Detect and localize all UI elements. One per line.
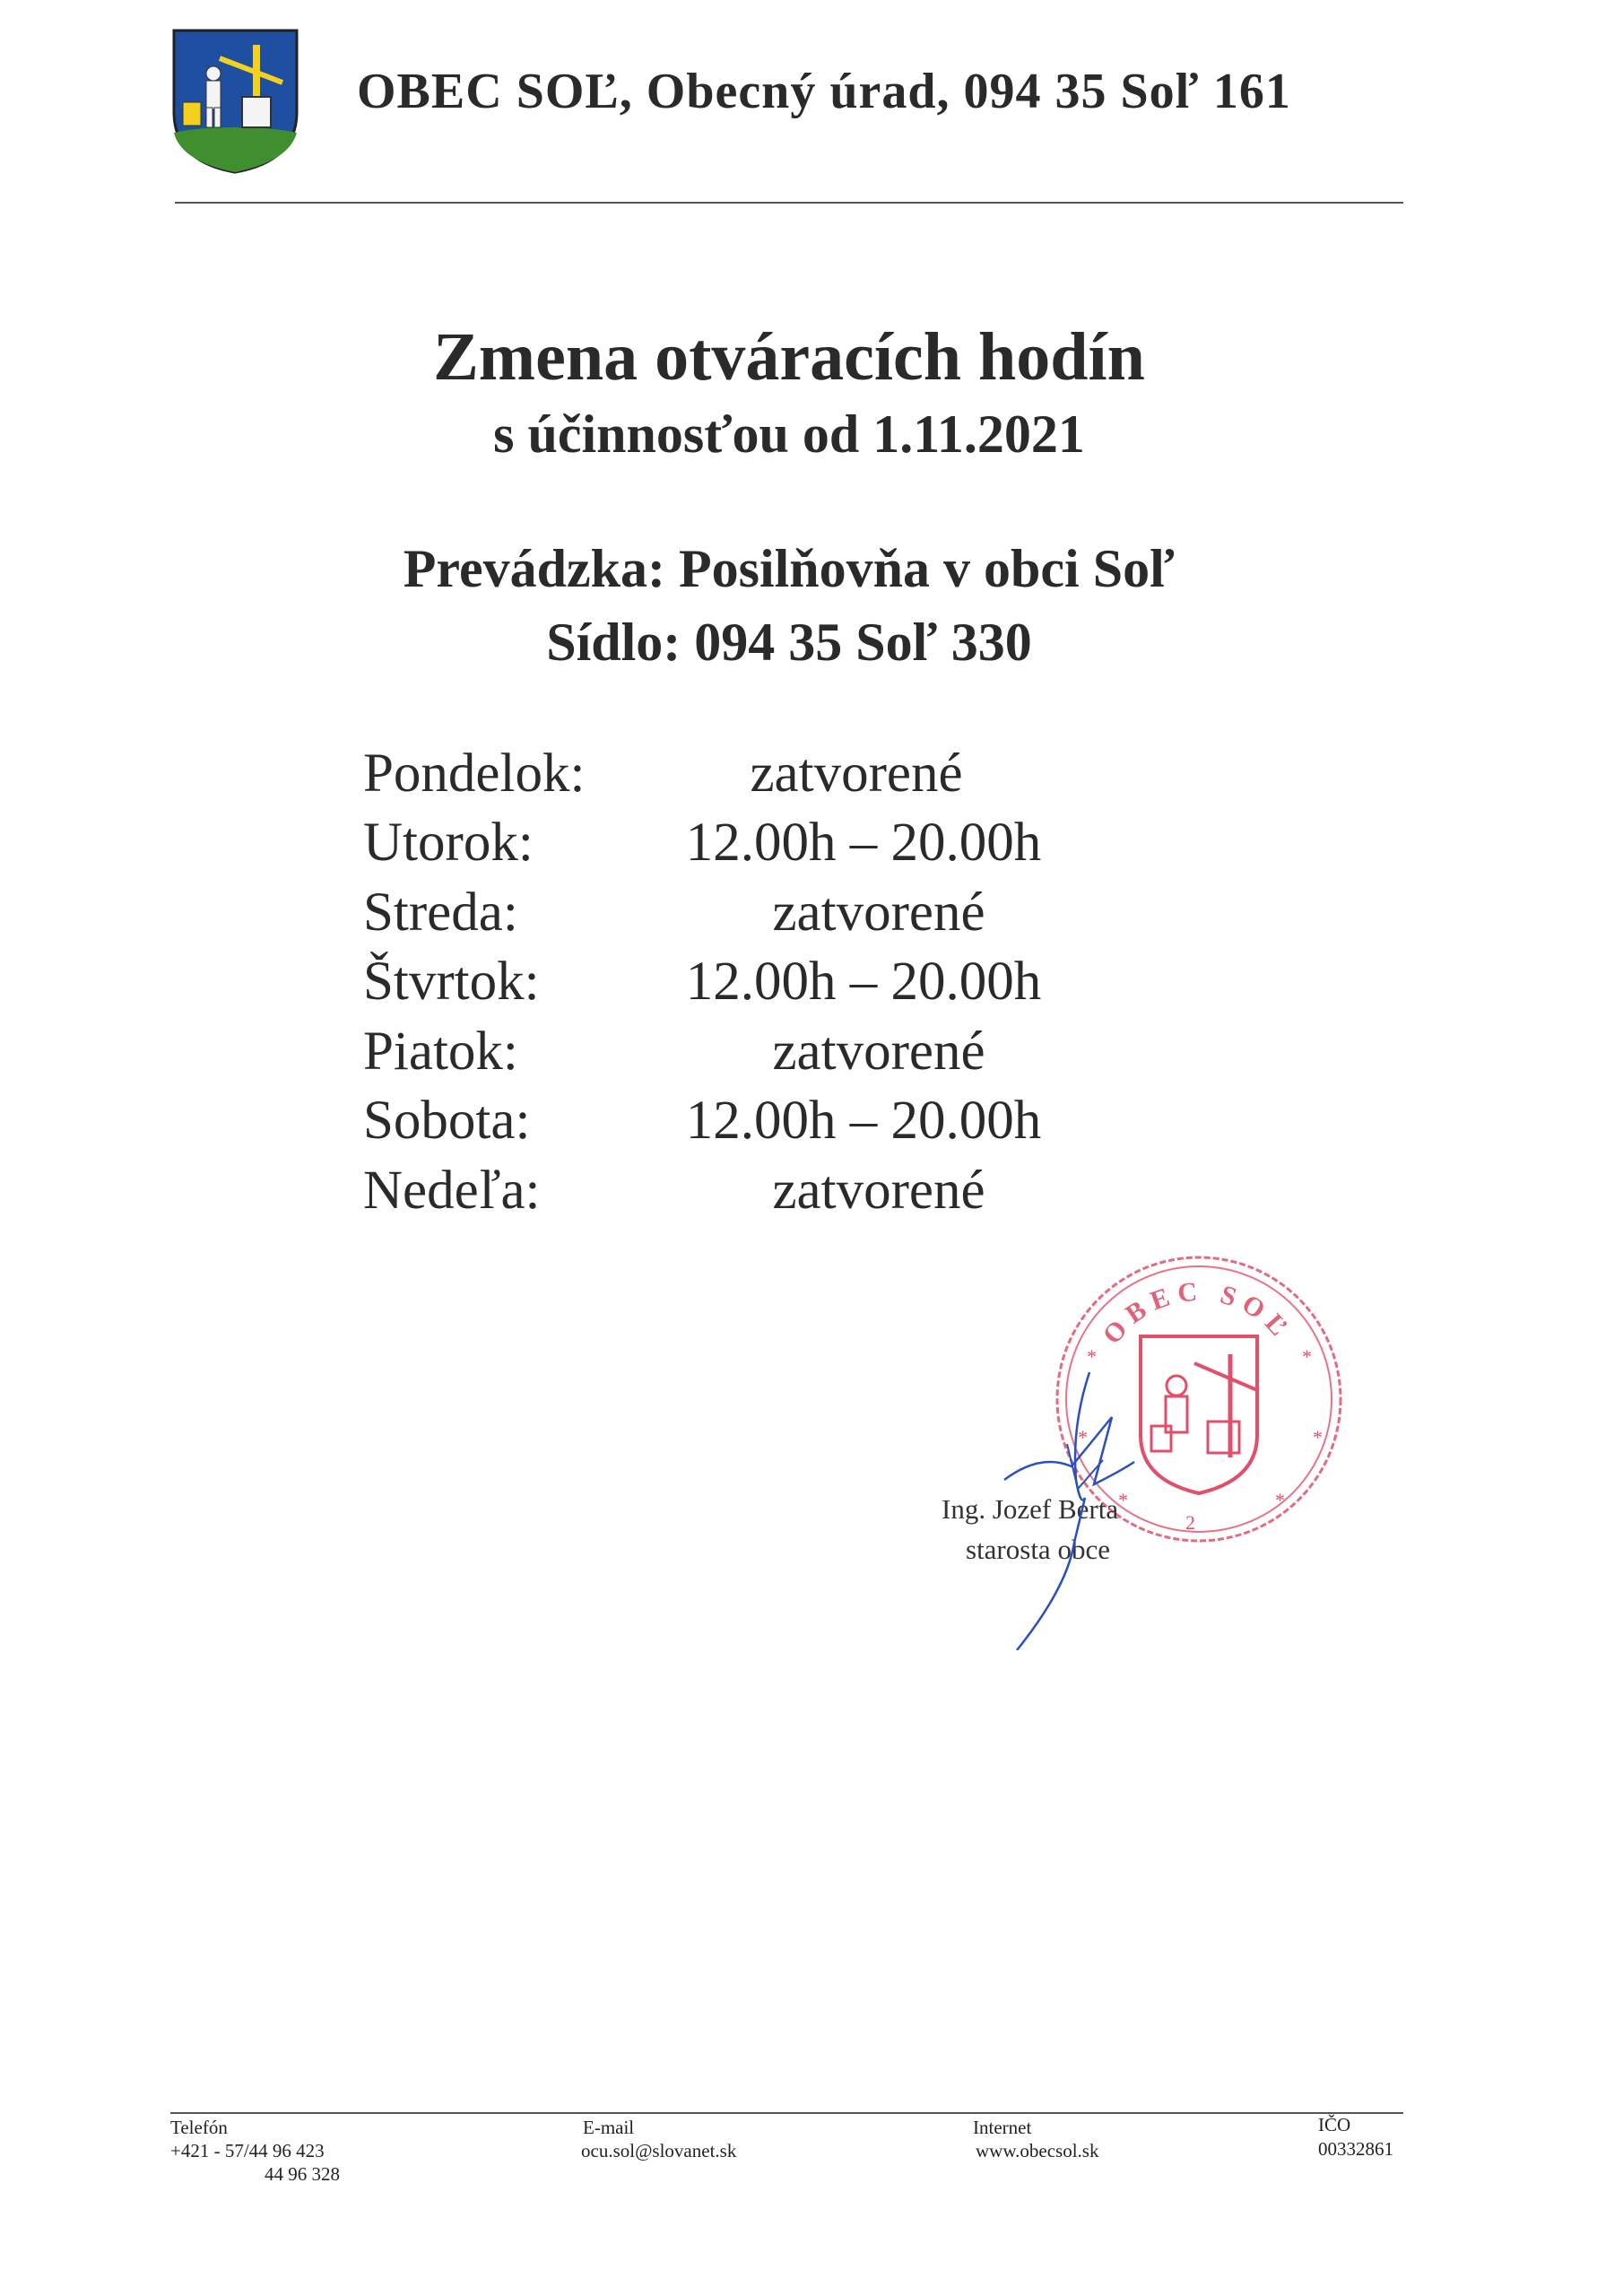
day-hours: 12.00h – 20.00h [685,952,1042,1012]
page-title: Zmena otváracích hodín [433,319,1145,395]
day-hours: 12.00h – 20.00h [685,813,1042,873]
header-divider [175,202,1403,204]
day-label: Nedeľa: [363,1161,541,1221]
svg-text:*: * [1313,1426,1323,1448]
day-label: Piatok: [363,1022,518,1082]
day-label: Streda: [363,883,518,943]
effective-date: s účinnosťou od 1.11.2021 [493,404,1085,464]
signatory-name: Ing. Jozef Berta [942,1493,1119,1525]
day-hours: zatvorené [772,883,985,943]
day-label: Štvrtok: [363,952,540,1012]
handwritten-signature-icon [977,1354,1184,1650]
signatory-role: starosta obce [966,1534,1110,1565]
svg-text:*: * [1275,1489,1285,1511]
svg-text:*: * [1118,1489,1128,1511]
svg-text:*: * [1078,1426,1088,1448]
footer-phone-label: Telefón [170,2117,228,2138]
day-hours: zatvorené [772,1161,985,1221]
establishment-name: Prevádzka: Posilňovňa v obci Soľ [403,539,1176,598]
svg-text:OBEC SOĽ: OBEC SOĽ [1097,1276,1298,1350]
footer-ico: 00332861 [1318,2138,1393,2160]
svg-text:*: * [1087,1345,1097,1368]
footer-ico-label: IČO [1318,2114,1351,2135]
stamp-number: 2 [1185,1511,1195,1534]
header-title: OBEC SOĽ, Obecný úrad, 094 35 Soľ 161 [357,64,1291,119]
footer-email: ocu.sol@slovanet.sk [581,2140,737,2161]
establishment-seat: Sídlo: 094 35 Soľ 330 [546,613,1032,672]
footer-email-label: E-mail [583,2117,635,2138]
svg-text:*: * [1302,1345,1312,1368]
village-coat-of-arms-icon [170,27,300,175]
day-hours: 12.00h – 20.00h [685,1091,1042,1151]
footer-divider [170,2112,1403,2114]
day-hours: zatvorené [750,744,963,804]
day-label: Utorok: [363,813,534,873]
footer-phone-1: +421 - 57/44 96 423 [170,2140,325,2161]
footer-internet-label: Internet [973,2117,1032,2138]
footer-phone-2: 44 96 328 [265,2163,340,2185]
footer-internet: www.obecsol.sk [976,2140,1099,2161]
day-hours: zatvorené [772,1022,985,1082]
day-label: Sobota: [363,1091,531,1151]
day-label: Pondelok: [363,744,586,804]
